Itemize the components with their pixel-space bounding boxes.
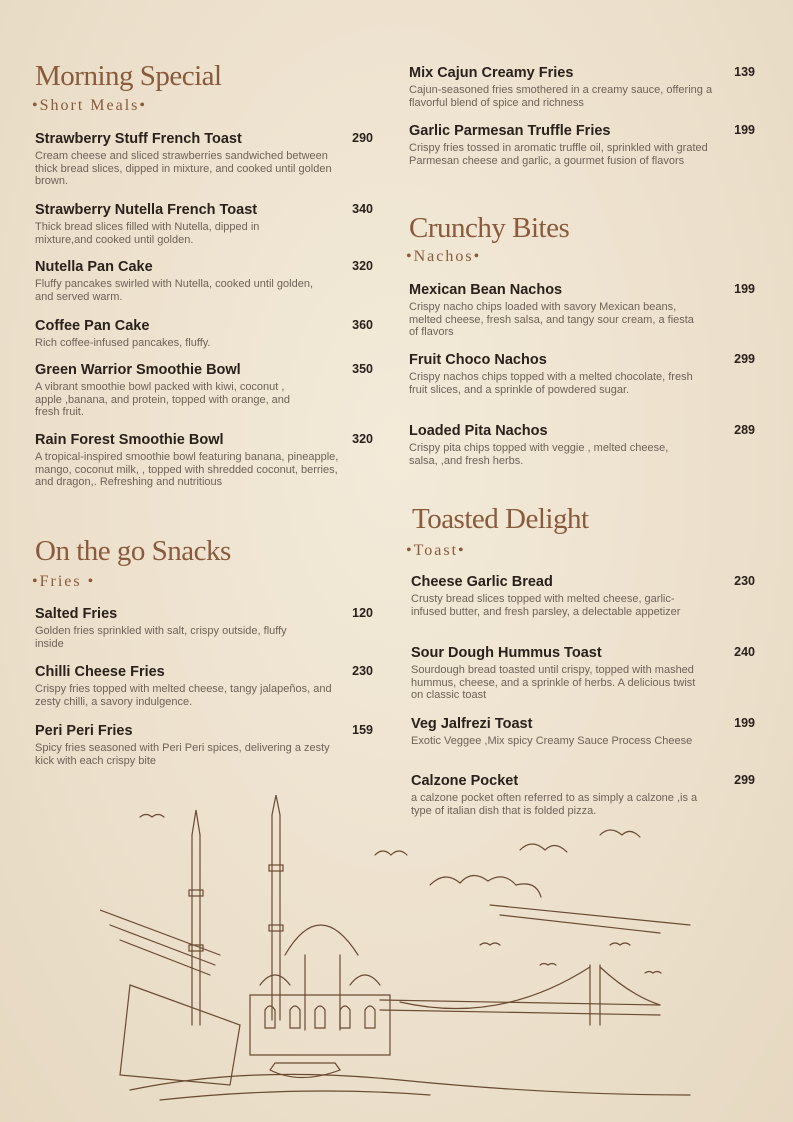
item-price: 299 [734,352,755,366]
item-name: Strawberry Stuff French Toast [35,131,242,147]
item-price: 230 [352,664,373,678]
item-description: Crispy nacho chips loaded with savory Mexican beans, melted cheese, fresh salsa, and tangy sour cream, a fiesta of flavors [409,301,694,338]
menu-item [409,123,755,167]
item-name: Strawberry Nutella French Toast [35,202,258,218]
section-title-toasted-delight: Toasted Delight [412,503,589,535]
item-price: 289 [734,423,755,437]
item-description: A tropical-inspired smoothie bowl featuring banana, pineapple, mango, coconut milk, , topped with shredded coconut, berries, and dragon,. Refreshing and nutritious [35,451,339,488]
section-subtitle-toast: •Toast• [406,542,466,559]
section-title-on-the-go-snacks: On the go Snacks [35,535,231,567]
menu-item [409,645,755,702]
mosque-bridge-sketch-icon [100,795,700,1115]
item-name: Green Warrior Smoothie Bowl [35,362,241,378]
item-description: Sourdough bread toasted until crispy, topped with mashed hummus, cheese, and a sprinkle of herbs. A delicious twist on classic toast [411,664,696,701]
item-price: 290 [352,131,373,145]
item-price: 120 [352,606,373,620]
menu-item [409,282,755,339]
item-price: 350 [352,362,373,376]
item-name: Chilli Cheese Fries [35,664,165,680]
item-name: Veg Jalfrezi Toast [411,716,533,732]
item-name: Rain Forest Smoothie Bowl [35,432,224,448]
section-title-crunchy-bites: Crunchy Bites [409,212,570,244]
item-description: Crispy nachos chips topped with a melted chocolate, fresh fruit slices, and a sprinkle of powdered sugar. [409,371,693,396]
item-description: a calzone pocket often referred to as simply a calzone ,is a type of italian dish that is folded pizza. [411,792,698,817]
item-description: Cream cheese and sliced strawberries sandwiched between thick bread slices, dipped in mixture, and cooked until golden brown. [35,150,332,187]
item-description: Crispy pita chips topped with veggie , melted cheese, salsa, ,and fresh herbs. [409,442,669,467]
item-name: Cheese Garlic Bread [411,574,553,590]
item-description: Fluffy pancakes swirled with Nutella, cooked until golden, and served warm. [35,278,314,303]
menu-item [35,131,373,188]
menu-item [35,362,373,419]
item-description: Spicy fries seasoned with Peri Peri spices, delivering a zesty kick with each crispy bite [35,742,330,767]
item-price: 320 [352,432,373,446]
menu-item [35,432,373,489]
item-price: 360 [352,318,373,332]
section-subtitle-short-meals: •Short Meals• [32,97,147,114]
item-price: 199 [734,123,755,137]
item-name: Fruit Choco Nachos [409,352,547,368]
menu-item [35,606,373,650]
section-subtitle-nachos: •Nachos• [406,248,482,265]
item-description: Golden fries sprinkled with salt, crispy outside, fluffy inside [35,625,287,650]
item-description: A vibrant smoothie bowl packed with kiwi, coconut , apple ,banana, and protein, topped with orange, and fresh fruit. [35,381,291,418]
item-name: Coffee Pan Cake [35,318,150,334]
menu-item [35,259,373,303]
item-description: Crispy fries tossed in aromatic truffle oil, sprinkled with grated Parmesan cheese and garlic, a gourmet fusion of flavors [409,142,708,167]
item-name: Calzone Pocket [411,773,519,789]
item-price: 340 [352,202,373,216]
menu-item [35,318,373,350]
item-price: 299 [734,773,755,787]
item-name: Mix Cajun Creamy Fries [409,65,574,81]
section-subtitle-fries: •Fries • [32,573,96,590]
item-description: Crusty bread slices topped with melted cheese, garlic-infused butter, and fresh parsley, a delectable appetizer [411,593,681,618]
menu-item [409,574,755,618]
item-name: Loaded Pita Nachos [409,423,548,439]
item-description: Rich coffee-infused pancakes, fluffy. [35,337,211,349]
item-price: 199 [734,282,755,296]
item-price: 320 [352,259,373,273]
item-name: Garlic Parmesan Truffle Fries [409,123,611,139]
item-price: 159 [352,723,373,737]
item-name: Salted Fries [35,606,118,622]
item-name: Peri Peri Fries [35,723,133,739]
item-description: Cajun-seasoned fries smothered in a creamy sauce, offering a flavorful blend of spice and richness [409,84,713,109]
item-price: 139 [734,65,755,79]
item-description: Crispy fries topped with melted cheese, tangy jalapeños, and zesty chilli, a savory indulgence. [35,683,332,708]
menu-item [409,716,755,748]
item-price: 199 [734,716,755,730]
item-name: Mexican Bean Nachos [409,282,563,298]
item-price: 230 [734,574,755,588]
menu-item [35,723,373,767]
item-description: Thick bread slices filled with Nutella, dipped in mixture,and cooked until golden. [35,221,260,246]
menu-item [409,423,755,467]
item-name: Nutella Pan Cake [35,259,153,275]
menu-item [409,65,755,109]
item-name: Sour Dough Hummus Toast [411,645,602,661]
menu-item [35,202,373,246]
item-price: 240 [734,645,755,659]
menu-item [35,664,373,708]
section-title-morning-special: Morning Special [35,60,222,92]
menu-item [409,352,755,396]
item-description: Exotic Veggee ,Mix spicy Creamy Sauce Process Cheese [411,735,693,747]
